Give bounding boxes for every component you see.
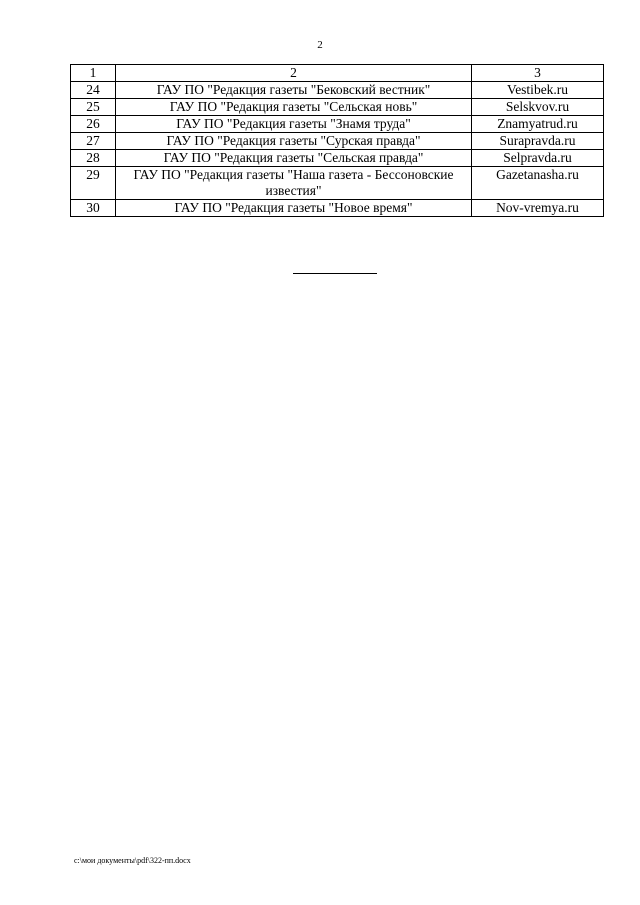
row-website: Gazetanasha.ru [472,167,604,200]
table-row [71,167,604,200]
row-website: Selskvov.ru [472,99,604,116]
footer-file-path: c:\мои документы\pdf\322-пп.docx [74,856,191,865]
page-number: 2 [317,39,323,51]
row-website: Selpravda.ru [472,150,604,167]
row-number: 25 [71,99,116,116]
column-header-organization: 2 [116,65,472,82]
row-organization: ГАУ ПО "Редакция газеты "Сурская правда" [116,133,472,150]
row-organization: ГАУ ПО "Редакция газеты "Новое время" [116,200,472,217]
table-row [71,200,604,217]
row-organization: ГАУ ПО "Редакция газеты "Знамя труда" [116,116,472,133]
table-row [71,99,604,116]
row-organization: ГАУ ПО "Редакция газеты "Бековский вестник" [116,82,472,99]
row-website: Surapravda.ru [472,133,604,150]
row-website: Vestibek.ru [472,82,604,99]
row-organization: ГАУ ПО "Редакция газеты "Сельская новь" [116,99,472,116]
row-website: Znamyatrud.ru [472,116,604,133]
row-number: 24 [71,82,116,99]
table-row [71,116,604,133]
row-number: 26 [71,116,116,133]
table-header-row [71,65,604,82]
row-number: 27 [71,133,116,150]
newspaper-sites-table [70,64,604,217]
table-row [71,150,604,167]
row-number: 28 [71,150,116,167]
column-header-website: 3 [472,65,604,82]
separator-line [293,273,377,274]
row-organization: ГАУ ПО "Редакция газеты "Наша газета - Бессоновские известия" [116,167,472,200]
row-website: Nov-vremya.ru [472,200,604,217]
row-number: 29 [71,167,116,200]
row-number: 30 [71,200,116,217]
table-row [71,82,604,99]
column-header-number: 1 [71,65,116,82]
table-row [71,133,604,150]
row-organization: ГАУ ПО "Редакция газеты "Сельская правда" [116,150,472,167]
